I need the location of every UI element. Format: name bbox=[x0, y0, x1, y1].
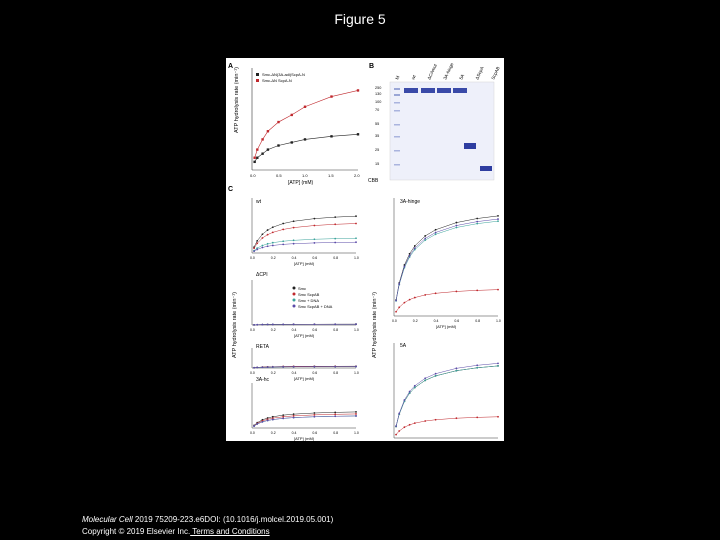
c-3ahinge-xlabel: [ATP] (mM) bbox=[436, 324, 457, 329]
panel-c-legend bbox=[293, 286, 333, 309]
panel-b-lane-label: 5A bbox=[458, 73, 466, 81]
panel-a-point bbox=[277, 121, 279, 123]
c-5a-point bbox=[395, 425, 397, 427]
panel-a-point bbox=[291, 141, 293, 143]
c-wt-xtick-label: 0.4 bbox=[291, 256, 297, 260]
c-wt-point bbox=[262, 245, 264, 247]
panel-a-point bbox=[291, 114, 293, 116]
c-5a-point bbox=[409, 424, 411, 426]
c-3ahc-xtick-label: 0.8 bbox=[333, 431, 339, 435]
c-legend-2: Smc ScpAB bbox=[298, 292, 320, 297]
c-3ahinge-point bbox=[398, 306, 400, 308]
c-3ahc-point bbox=[314, 414, 316, 416]
panel-b-lane-label: M bbox=[394, 74, 401, 81]
c-wt-point bbox=[253, 250, 255, 252]
c-label-dcpi: ΔCPI bbox=[256, 272, 268, 278]
panel-a-series-line-2 bbox=[255, 90, 358, 157]
c-5a-point bbox=[404, 426, 406, 428]
c-wt-curve bbox=[254, 238, 356, 250]
panel-a-xtick-label: 1.0 bbox=[302, 173, 308, 178]
panel-c-letter: C bbox=[228, 186, 234, 193]
c-5a-xtick-label: 0.4 bbox=[433, 441, 439, 445]
panel-a-xlabel: [ATP] (mM) bbox=[288, 180, 314, 186]
c-wt-point bbox=[314, 225, 316, 227]
c-label-wt: wt bbox=[256, 199, 261, 205]
panel-a-point bbox=[357, 133, 359, 135]
c-reta-xtick-label: 0.2 bbox=[270, 371, 276, 375]
c-5a-point bbox=[404, 399, 406, 401]
c-wt-xlabel: [ATP] (mM) bbox=[294, 261, 315, 266]
c-3ahc-point bbox=[355, 415, 357, 417]
figure-image bbox=[226, 58, 504, 451]
c-3ahc-point bbox=[293, 413, 295, 415]
c-wt-point bbox=[293, 243, 295, 245]
c-dcpi-point bbox=[253, 324, 255, 326]
c-5a-point bbox=[409, 391, 411, 393]
c-label-3a-hinge: 3A-hinge bbox=[400, 199, 421, 205]
c-5a-point bbox=[424, 377, 426, 379]
c-reta-point bbox=[272, 366, 274, 368]
c-3ahc-point bbox=[334, 413, 336, 415]
c-3ahinge-xtick-label: 0.0 bbox=[392, 319, 397, 323]
panel-a-legend-2: Smc-ΔN ScpA-N bbox=[262, 78, 292, 83]
c-3ahc-point bbox=[314, 412, 316, 414]
c-label-reta: RETA bbox=[256, 344, 269, 350]
c-5a-point bbox=[435, 419, 437, 421]
c-dcpi-point bbox=[293, 323, 295, 325]
c-3ahinge-point bbox=[435, 232, 437, 234]
panel-b-lane-label: wt bbox=[410, 74, 417, 81]
c-5a-point bbox=[398, 413, 400, 415]
c-5a-point bbox=[398, 430, 400, 432]
c-wt-point bbox=[293, 220, 295, 222]
c-3ahinge-point bbox=[497, 215, 499, 217]
panel-a-marks bbox=[253, 89, 359, 163]
c-dcpi-point bbox=[267, 324, 269, 326]
c-wt-point bbox=[267, 245, 269, 247]
figure-title: Figure 5 bbox=[334, 11, 386, 27]
c-wt-point bbox=[282, 240, 284, 242]
c-wt-point bbox=[355, 223, 357, 225]
c-reta-point bbox=[262, 366, 264, 368]
c-wt-curve bbox=[254, 224, 356, 249]
c-dcpi-xtick-label: 1.0 bbox=[354, 328, 359, 332]
panel-a-point bbox=[253, 161, 255, 163]
c-3ahinge-point bbox=[476, 223, 478, 225]
c-3ahinge-point bbox=[435, 229, 437, 231]
c-wt-point bbox=[355, 237, 357, 239]
c-3ahc-point bbox=[262, 421, 264, 423]
citation-text: 2019 75209-223.e6DOI: (10.1016/j.molcel.2019.05.001) bbox=[132, 515, 334, 524]
c-dcpi-xtick-label: 0.8 bbox=[333, 328, 339, 332]
c-5a-curve bbox=[396, 363, 498, 426]
c-dcpi-point bbox=[262, 324, 264, 326]
panel-a-letter: A bbox=[228, 63, 234, 70]
c-wt-point bbox=[314, 218, 316, 220]
c-5a-point bbox=[424, 420, 426, 422]
c-5a-point bbox=[497, 365, 499, 367]
c-wt-point bbox=[262, 233, 264, 235]
panel-a-point bbox=[304, 138, 306, 140]
c-3ahinge-xtick-label: 0.4 bbox=[433, 319, 439, 323]
panel-a-point bbox=[330, 135, 332, 137]
panel-c-left-charts bbox=[250, 198, 359, 441]
c-5a-xtick-label: 1.0 bbox=[496, 441, 501, 445]
panel-a-point bbox=[277, 144, 279, 146]
c-legend-4: Smc ScpAB + DNA bbox=[298, 304, 333, 309]
c-wt-xtick-label: 0.2 bbox=[270, 256, 276, 260]
panel-a-point bbox=[267, 130, 269, 132]
panel-a-point bbox=[256, 157, 258, 159]
panel-a-point bbox=[253, 157, 255, 159]
c-3ahinge-point bbox=[409, 299, 411, 301]
figure-svg bbox=[226, 58, 504, 451]
c-5a-point bbox=[395, 434, 397, 436]
c-wt-point bbox=[293, 227, 295, 229]
c-3ahc-point bbox=[355, 413, 357, 415]
c-5a-point bbox=[414, 422, 416, 424]
c-reta-point bbox=[282, 366, 284, 368]
panel-a-xtick-label: 1.5 bbox=[328, 173, 334, 178]
c-3ahc-point bbox=[334, 411, 336, 413]
c-3ahc-point bbox=[272, 419, 274, 421]
c-3ahinge-point bbox=[409, 255, 411, 257]
c-3ahc-xtick-label: 1.0 bbox=[354, 431, 359, 435]
c-wt-point bbox=[355, 241, 357, 243]
c-right-ylabel: ATP hydrolysis rate (min⁻¹) bbox=[372, 292, 378, 358]
c-wt-point bbox=[282, 223, 284, 225]
panel-a-xtick-label: 0.5 bbox=[276, 173, 282, 178]
c-legend-3: Smc + DNA bbox=[298, 298, 320, 303]
panel-a-ylabel: ATP hydrolysis rate (min⁻¹) bbox=[234, 67, 240, 133]
c-3ahc-point bbox=[256, 423, 258, 425]
c-wt-xtick-label: 0.6 bbox=[312, 256, 318, 260]
c-3ahinge-point bbox=[476, 218, 478, 220]
c-legend-1: Smc bbox=[298, 286, 306, 291]
c-wt-point bbox=[355, 215, 357, 217]
c-reta-point bbox=[293, 366, 295, 368]
c-3ahinge-curve bbox=[396, 290, 498, 312]
c-wt-point bbox=[334, 238, 336, 240]
c-wt-point bbox=[267, 243, 269, 245]
c-3ahc-point bbox=[282, 417, 284, 419]
panel-b-marker-label: 15 bbox=[375, 162, 380, 166]
c-reta-xtick-label: 0.4 bbox=[291, 371, 297, 375]
c-3ahc-xtick-label: 0.6 bbox=[312, 431, 318, 435]
panel-b-markers bbox=[375, 86, 381, 166]
c-reta-point bbox=[256, 367, 258, 369]
c-3ahinge-point bbox=[398, 283, 400, 285]
copyright-text: Copyright © 2019 Elsevier Inc. bbox=[82, 527, 191, 536]
panel-a-point bbox=[304, 106, 306, 108]
c-3ahc-point bbox=[293, 417, 295, 419]
c-3ahc-point bbox=[282, 416, 284, 418]
c-3ahc-xlabel: [ATP] (mM) bbox=[294, 436, 315, 441]
c-wt-point bbox=[293, 239, 295, 241]
c-5a-point bbox=[456, 370, 458, 372]
c-reta-xlabel: [ATP] (mM) bbox=[294, 376, 315, 381]
c-5a-point bbox=[435, 373, 437, 375]
panel-b-lane-label: ScpAB bbox=[490, 65, 501, 81]
c-dcpi-point bbox=[272, 324, 274, 326]
c-3ahinge-point bbox=[456, 222, 458, 224]
c-wt-point bbox=[334, 242, 336, 244]
c-wt-point bbox=[262, 247, 264, 249]
panel-a-xtick-label: 0.0 bbox=[250, 173, 256, 178]
panel-b-marker-label: 250 bbox=[375, 86, 382, 90]
c-reta-xtick-label: 1.0 bbox=[354, 371, 359, 375]
c-dcpi-xtick-label: 0.0 bbox=[250, 328, 255, 332]
c-3ahinge-point bbox=[497, 289, 499, 291]
panel-a-point bbox=[330, 95, 332, 97]
c-3ahc-point bbox=[253, 425, 255, 427]
c-3ahc-point bbox=[355, 411, 357, 413]
c-wt-point bbox=[272, 242, 274, 244]
c-3ahc-point bbox=[267, 420, 269, 422]
c-wt-point bbox=[267, 229, 269, 231]
panel-a-legend-1: Smc-ΔN(3A-adi)ScpA-N bbox=[262, 72, 305, 77]
c-3ahinge-point bbox=[456, 291, 458, 293]
c-3ahinge-point bbox=[414, 247, 416, 249]
c-reta-xtick-label: 0.8 bbox=[333, 371, 339, 375]
c-wt-point bbox=[256, 249, 258, 251]
c-wt-point bbox=[253, 247, 255, 249]
panel-a-series-line-1 bbox=[255, 134, 358, 162]
c-3ahinge-curve bbox=[396, 219, 498, 300]
c-wt-point bbox=[256, 240, 258, 242]
c-3ahinge-point bbox=[497, 220, 499, 222]
copyright-line bbox=[82, 526, 333, 538]
c-3ahinge-point bbox=[424, 239, 426, 241]
c-5a-xtick-label: 0.0 bbox=[392, 441, 397, 445]
c-reta-point bbox=[253, 367, 255, 369]
panel-a-point bbox=[256, 148, 258, 150]
c-dcpi-point bbox=[282, 323, 284, 325]
c-dcpi-point bbox=[334, 323, 336, 325]
c-5a-point bbox=[456, 367, 458, 369]
c-wt-point bbox=[272, 245, 274, 247]
c-wt-point bbox=[334, 223, 336, 225]
c-dcpi-xtick-label: 0.6 bbox=[312, 328, 318, 332]
panel-c-right-charts bbox=[392, 198, 501, 451]
c-wt-xtick-label: 0.8 bbox=[333, 256, 339, 260]
c-wt-point bbox=[282, 229, 284, 231]
c-3ahc-xtick-label: 0.4 bbox=[291, 431, 297, 435]
c-label-3a-hc: 3A-hc bbox=[256, 377, 270, 383]
panel-b-marker-label: 25 bbox=[375, 148, 380, 152]
journal-name: Molecular Cell bbox=[82, 515, 133, 524]
c-3ahc-point bbox=[314, 416, 316, 418]
c-5a-point bbox=[414, 387, 416, 389]
panel-a-point bbox=[267, 148, 269, 150]
c-wt-point bbox=[314, 238, 316, 240]
c-wt-xtick-label: 1.0 bbox=[354, 256, 359, 260]
c-dcpi-xtick-label: 0.2 bbox=[270, 328, 276, 332]
c-label-5a: 5A bbox=[400, 343, 407, 349]
c-dcpi-point bbox=[314, 323, 316, 325]
c-reta-point bbox=[355, 366, 357, 368]
c-left-ylabel: ATP hydrolysis rate (min⁻¹) bbox=[232, 292, 238, 358]
panel-a-xtick-label: 2.0 bbox=[354, 173, 360, 178]
c-3ahinge-point bbox=[435, 292, 437, 294]
c-dcpi-point bbox=[355, 323, 357, 325]
panel-b-gel bbox=[368, 62, 501, 184]
panel-b-marker-label: 130 bbox=[375, 92, 382, 96]
c-3ahc-curve bbox=[254, 414, 356, 426]
c-5a-point bbox=[497, 416, 499, 418]
c-5a-point bbox=[497, 362, 499, 364]
c-3ahinge-xtick-label: 0.2 bbox=[412, 319, 418, 323]
panel-b-marker-label: 55 bbox=[375, 122, 380, 126]
c-dcpi-point bbox=[256, 324, 258, 326]
c-3ahinge-point bbox=[404, 266, 406, 268]
c-3ahinge-point bbox=[476, 221, 478, 223]
c-5a-point bbox=[476, 364, 478, 366]
c-3ahinge-point bbox=[424, 238, 426, 240]
c-5a-point bbox=[476, 416, 478, 418]
c-5a-point bbox=[424, 379, 426, 381]
c-3ahc-xtick-label: 0.0 bbox=[250, 431, 255, 435]
c-3ahinge-curve bbox=[396, 221, 498, 301]
panel-b-marker-label: 70 bbox=[375, 108, 380, 112]
c-3ahinge-point bbox=[414, 297, 416, 299]
c-wt-point bbox=[267, 234, 269, 236]
panel-b-footer: CBB bbox=[368, 178, 379, 184]
c-reta-xtick-label: 0.6 bbox=[312, 371, 318, 375]
panel-a-chart bbox=[234, 67, 360, 186]
c-3ahinge-point bbox=[456, 227, 458, 229]
panel-b-lane-labels bbox=[394, 62, 500, 81]
c-3ahinge-point bbox=[424, 294, 426, 296]
c-3ahc-point bbox=[282, 414, 284, 416]
figure-footer bbox=[82, 514, 333, 538]
c-5a-point bbox=[414, 385, 416, 387]
c-wt-point bbox=[314, 242, 316, 244]
c-3ahinge-point bbox=[456, 225, 458, 227]
panel-b-marker-label: 35 bbox=[375, 134, 380, 138]
c-wt-point bbox=[272, 231, 274, 233]
c-3ahinge-xtick-label: 0.8 bbox=[475, 319, 481, 323]
c-5a-xtick-label: 0.8 bbox=[475, 441, 481, 445]
panel-a-point bbox=[261, 152, 263, 154]
c-5a-point bbox=[476, 367, 478, 369]
panel-a-legend bbox=[256, 72, 305, 83]
c-reta-xtick-label: 0.0 bbox=[250, 371, 255, 375]
c-3ahinge-xtick-label: 1.0 bbox=[496, 319, 501, 323]
panel-b-lane-label: ΔScpA bbox=[474, 65, 485, 81]
panel-a-point bbox=[261, 138, 263, 140]
panel-a-xticks bbox=[250, 173, 360, 178]
c-wt-point bbox=[272, 226, 274, 228]
c-5a-point bbox=[435, 375, 437, 377]
c-3ahc-point bbox=[293, 415, 295, 417]
c-5a-xtick-label: 0.2 bbox=[412, 441, 418, 445]
c-5a-curve bbox=[396, 417, 498, 435]
c-3ahinge-point bbox=[404, 302, 406, 304]
c-reta-point bbox=[267, 366, 269, 368]
panel-b-lane-label: 3A-hinge bbox=[442, 61, 455, 81]
c-reta-point bbox=[334, 366, 336, 368]
panel-a-point bbox=[357, 89, 359, 91]
panel-b-marker-label: 100 bbox=[375, 100, 382, 104]
c-dcpi-xtick-label: 0.4 bbox=[291, 328, 297, 332]
c-3ahinge-point bbox=[435, 233, 437, 235]
c-wt-point bbox=[262, 237, 264, 239]
c-3ahinge-point bbox=[476, 289, 478, 291]
c-wt-xtick-label: 0.0 bbox=[250, 256, 255, 260]
panel-b-letter: B bbox=[369, 63, 375, 70]
c-reta-point bbox=[314, 366, 316, 368]
c-5a-xlabel: [ATP] (mM) bbox=[436, 446, 457, 451]
c-3ahinge-point bbox=[395, 311, 397, 313]
terms-link[interactable]: Terms and Conditions bbox=[190, 527, 270, 536]
c-wt-point bbox=[256, 242, 258, 244]
c-3ahinge-point bbox=[414, 245, 416, 247]
c-3ahinge-point bbox=[497, 218, 499, 220]
c-wt-point bbox=[334, 216, 336, 218]
c-3ahinge-point bbox=[395, 300, 397, 302]
c-3ahc-point bbox=[334, 415, 336, 417]
c-dcpi-xlabel: [ATP] (mM) bbox=[294, 333, 315, 338]
c-wt-point bbox=[282, 243, 284, 245]
c-3ahinge-point bbox=[424, 235, 426, 237]
c-3ahc-xtick-label: 0.2 bbox=[270, 431, 276, 435]
c-3ahinge-xtick-label: 0.6 bbox=[454, 319, 460, 323]
c-5a-xtick-label: 0.6 bbox=[454, 441, 460, 445]
panel-b-lane-label: ΔCAmut bbox=[426, 63, 438, 81]
c-5a-point bbox=[456, 417, 458, 419]
